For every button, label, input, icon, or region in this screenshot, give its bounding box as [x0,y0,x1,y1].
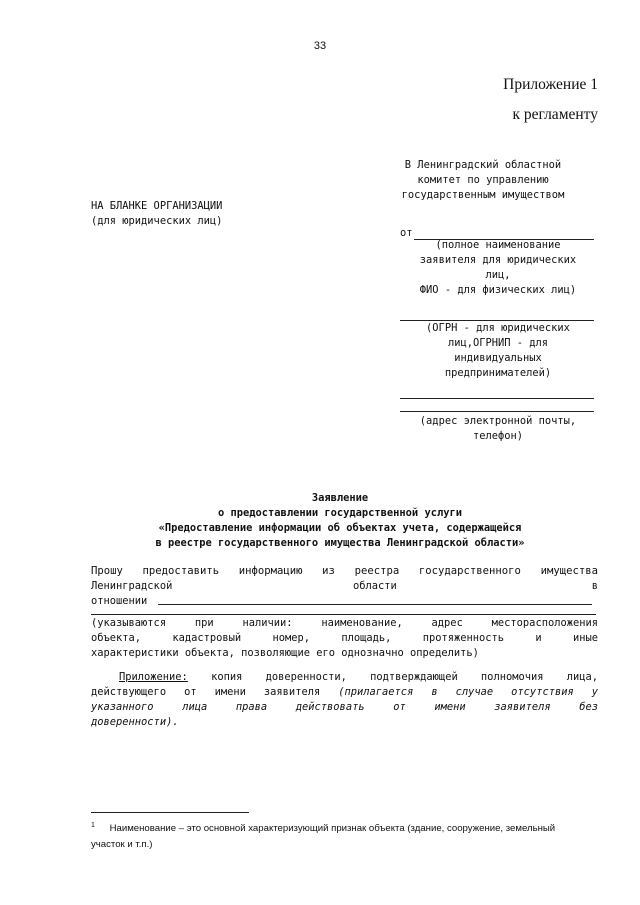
from-label: от [400,227,413,239]
footnote-text-1: Наименование – это основной характеризующий признак объекта (здание, сооружение, земельный [109,823,556,835]
appendix-header [503,70,598,130]
ogrn-hint-line-3: индивидуальных [454,352,542,364]
attachment-line-3: указанного лица права действовать от имени заявителя без [91,701,598,713]
request-line-1: Прошу предоставить информацию из реестра государственного имущества [91,565,598,577]
name-hint-line-4: ФИО - для физических лиц) [419,284,577,296]
name-hint-line-3: лиц, [485,269,511,281]
recipient-block [370,158,596,203]
ogrn-hint-line-4: предпринимателей) [444,367,552,379]
recipient-line-3: государственным имуществом [401,189,565,201]
attachment-line-2 [91,685,598,700]
footnote-line-1 [91,818,603,837]
attachment-text-2-italic: (прилагается в случае отсутствия у [338,686,598,698]
title-line-4: в реестре государственного имущества Ленинградской области» [155,537,525,549]
appendix-line-1: Приложение 1 [503,76,598,93]
object-hint [91,616,598,661]
title-line-1: Заявление [311,492,369,504]
contact-hint-line-1: (адрес электронной почты, [419,415,577,427]
ogrn-hint-line-1: (ОГРН - для юридических [426,322,570,334]
request-line-2-b: области [353,580,397,592]
request-line-2 [91,579,598,594]
attachment-paragraph [91,670,598,730]
title-line-2: о предоставлении государственной услуги [218,507,462,519]
contact-hint-line-2: телефон) [472,430,524,442]
title-line-3: «Предоставление информации об объектах учета, содержащейся [158,522,522,534]
recipient-line-1: В Ленинградский областной [404,159,562,171]
recipient-line-2: комитет по управлению [417,174,549,186]
attachment-text-2-plain: действующего от имени заявителя [91,686,321,698]
name-hint-line-2: заявителя для юридических [419,254,577,266]
contact-blank-line-1 [400,398,594,399]
appendix-line-2: к регламенту [512,106,598,123]
attachment-line-4: доверенности). [91,716,179,728]
request-text [91,564,598,609]
letterhead-line-2: (для юридических лиц) [91,215,223,227]
footnote-line-2: участок и т.п.) [91,839,153,851]
object-hint-line-1: (указываются при наличии: наименование, адрес месторасположения [91,617,598,629]
attachment-label: Приложение: [119,671,188,683]
letterhead-note [91,199,222,229]
contact-hint [398,414,598,444]
page-number: 33 [313,40,327,52]
request-line-3: отношении [91,595,148,607]
letterhead-line-1: НА БЛАНКЕ ОРГАНИЗАЦИИ [91,200,223,212]
object-hint-line-3: характеристики объекта, позволяющие его однозначно определить) [91,647,479,659]
footnote-separator [91,812,249,813]
name-hint-line-1: (полное наименование [435,239,561,251]
request-line-2-a: Ленинградской [91,580,173,592]
attachment-line-1 [91,670,598,685]
name-hint [398,238,598,298]
footnote [91,818,603,853]
ogrn-hint [398,321,598,381]
footnote-mark: 1 [91,822,95,829]
contact-blank-line-2 [400,411,594,412]
application-title [80,491,600,551]
ogrn-hint-line-2: лиц,ОГРНИП - для [447,337,549,349]
object-blank-line-2 [91,614,596,615]
object-blank-line-1 [158,604,592,605]
request-line-2-c: в [591,580,598,592]
attachment-text-1: копия доверенности, подтверждающей полномочия лица, [211,671,598,683]
object-hint-line-2: объекта, кадастровый номер, площадь, протяженность и иные [91,632,598,644]
